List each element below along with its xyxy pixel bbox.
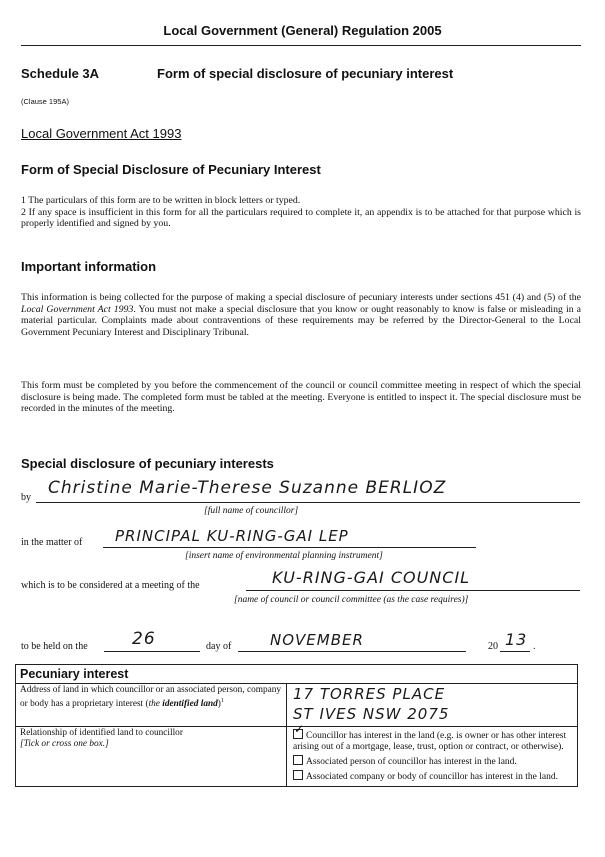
disclosure-heading: Special disclosure of pecuniary interests (21, 456, 274, 471)
important-text-start: This information is being collected for the purpose of making a special disclosure of pecuniary interests under sections 451 (4) and (5) of the (21, 292, 581, 303)
act-title: Local Government Act 1993 (21, 126, 182, 141)
important-paragraph-1 (21, 292, 581, 338)
checkbox-councillor-interest[interactable] (293, 729, 303, 739)
year-line (500, 651, 530, 652)
meeting-caption: [name of council or council committee (as the case requires)] (234, 595, 469, 605)
option-associated-person[interactable] (293, 755, 571, 768)
important-text-end: . You must not make a special disclosure that you know or ought reasonably to know is false or misleading in a material particular. Complaints made about contraventions of these requirements may be referred by the Director-General to the Local Government Pecuniary Interest and Disciplinary Tribunal. (21, 303, 581, 338)
option-associated-company-text: Associated company or body of councillor has interest in the land. (306, 772, 558, 782)
checkbox-associated-person[interactable] (293, 755, 303, 765)
councillor-name-line (36, 502, 580, 503)
year-prefix: 20 (488, 641, 498, 652)
option-councillor-interest[interactable] (293, 729, 571, 753)
year-suffix: . (533, 641, 536, 652)
day-value[interactable]: 26 (132, 629, 156, 649)
address-label-end: ) (217, 698, 221, 709)
matter-value[interactable]: PRINCIPAL KU-RING-GAI LEP (115, 527, 349, 545)
meeting-value[interactable]: KU-RING-GAI COUNCIL (272, 568, 471, 587)
meeting-line (246, 590, 580, 591)
matter-label: in the matter of (21, 537, 83, 548)
by-label: by (21, 492, 31, 503)
checkbox-associated-company[interactable] (293, 770, 303, 780)
relationship-hint: [Tick or cross one box.] (20, 738, 109, 749)
day-line (104, 651, 200, 652)
schedule-title: Form of special disclosure of pecuniary interest (157, 66, 454, 81)
act-reference: Local Government Act 1993 (21, 303, 134, 315)
month-value[interactable]: NOVEMBER (270, 631, 364, 649)
instruction-2: 2 If any space is insufficient in this form for all the particulars required to complete it, an appendix is to be attached for that purpose which is properly identified and signed by you. (21, 206, 581, 230)
address-line-1[interactable]: 17 TORRES PLACE (293, 685, 446, 703)
year-value[interactable]: 13 (505, 630, 528, 649)
important-heading: Important information (21, 259, 157, 274)
regulation-title: Local Government (General) Regulation 2005 (163, 23, 442, 38)
councillor-name-value[interactable]: Christine Marie-Therese Suzanne BERLIOZ (48, 478, 447, 498)
pecuniary-interest-heading: Pecuniary interest (16, 665, 578, 684)
meeting-label: which is to be considered at a meeting of the (21, 580, 200, 591)
important-paragraph-2: This form must be completed by you before the commencement of the council or council committee meeting in respect of which the special disclosure is being made. The completed form must be tabled at the meeting. Everyone is entitled to inspect it. The special disclosure must be recorded in the minutes of the meeting. (21, 380, 581, 415)
address-label-cell (16, 684, 287, 727)
matter-line (103, 547, 476, 548)
header-divider (21, 45, 581, 46)
option-associated-company[interactable] (293, 770, 571, 783)
matter-caption: [insert name of environmental planning instrument] (185, 551, 383, 561)
option-councillor-interest-text: Councillor has interest in the land (e.g. is owner or has other interest arising out of a mortgage, lease, trust, option or contract, or otherwise). (293, 731, 567, 752)
relationship-options-cell (287, 727, 578, 787)
month-line (238, 651, 466, 652)
pecuniary-interest-table (15, 664, 578, 787)
address-label-start: Address of land in which councillor or an associated person, company or body has a proprietary interest ( (20, 685, 282, 709)
held-on-label: to be held on the (21, 641, 88, 652)
address-line-2[interactable]: ST IVES NSW 2075 (293, 705, 450, 723)
clause-reference: (Clause 195A) (21, 97, 69, 106)
address-label-strong: identified land (162, 698, 218, 709)
relationship-label: Relationship of identified land to councillor (20, 728, 183, 738)
councillor-name-caption: [full name of councillor] (204, 506, 299, 516)
instruction-1: 1 The particulars of this form are to be written in block letters or typed. (21, 195, 301, 206)
address-footnote: 1 (220, 697, 224, 704)
instructions (21, 195, 581, 230)
schedule-number: Schedule 3A (21, 66, 100, 81)
address-value-cell[interactable] (287, 684, 578, 727)
day-of-label: day of (206, 641, 232, 652)
address-label-em: the (148, 698, 163, 709)
relationship-label-cell (16, 727, 287, 787)
option-associated-person-text: Associated person of councillor has interest in the land. (306, 757, 517, 767)
form-title: Form of Special Disclosure of Pecuniary Interest (21, 162, 321, 177)
